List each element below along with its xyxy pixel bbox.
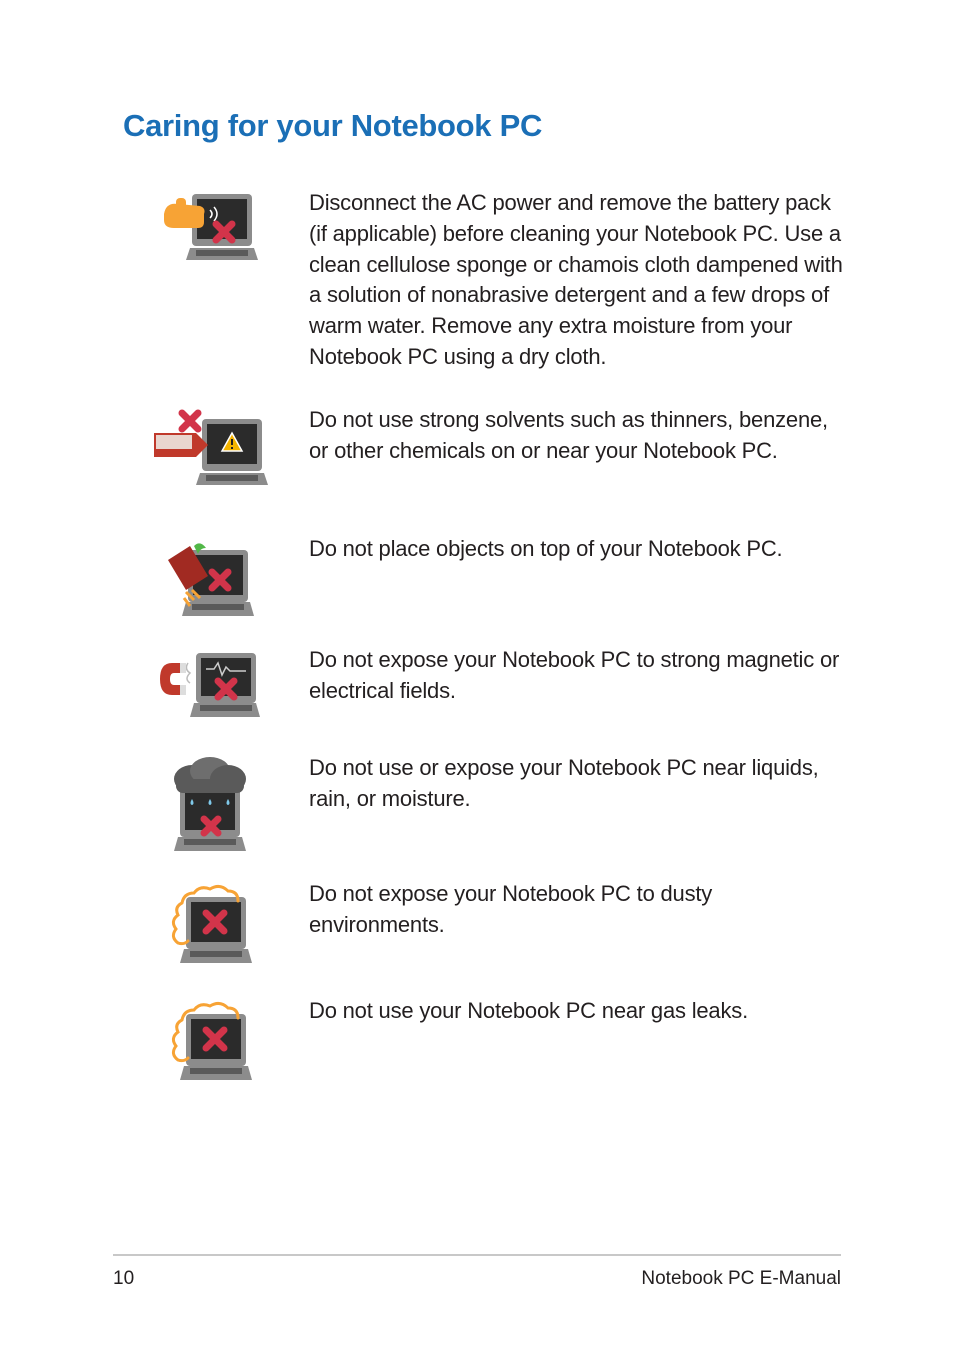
no-objects-on-top-icon	[164, 540, 254, 618]
care-item-text: Do not place objects on top of your Notebook PC.	[309, 536, 783, 561]
page-number: 10	[113, 1268, 135, 1289]
care-item-text: Do not expose your Notebook PC to strong magnetic or electrical fields.	[309, 647, 840, 703]
no-gas-leaks-icon	[168, 1000, 252, 1084]
power-disconnect-icon	[160, 192, 260, 266]
care-item-text: Do not use strong solvents such as thinners, benzene, or other chemicals on or near your Notebook PC.	[309, 407, 828, 463]
care-item-text: Do not expose your Notebook PC to dusty environments.	[309, 881, 713, 937]
care-item-text: Disconnect the AC power and remove the battery pack (if applicable) before cleaning your Notebook PC. Use a clean cellulose sponge or chamois cloth dampened with a solution of nonabrasive detergent and a few drops of warm water. Remove any extra moisture from your Notebook PC using a dry cloth.	[309, 190, 843, 369]
care-item-text: Do not use your Notebook PC near gas leaks.	[309, 998, 748, 1023]
no-dust-icon	[168, 883, 252, 967]
footer-divider	[113, 1254, 841, 1256]
no-liquids-icon	[170, 757, 250, 853]
no-magnetic-fields-icon	[158, 649, 260, 721]
care-item-text: Do not use or expose your Notebook PC near liquids, rain, or moisture.	[309, 755, 819, 811]
page-title: Caring for your Notebook PC	[123, 108, 543, 143]
no-solvents-icon	[152, 409, 268, 489]
manual-name: Notebook PC E-Manual	[641, 1268, 841, 1289]
